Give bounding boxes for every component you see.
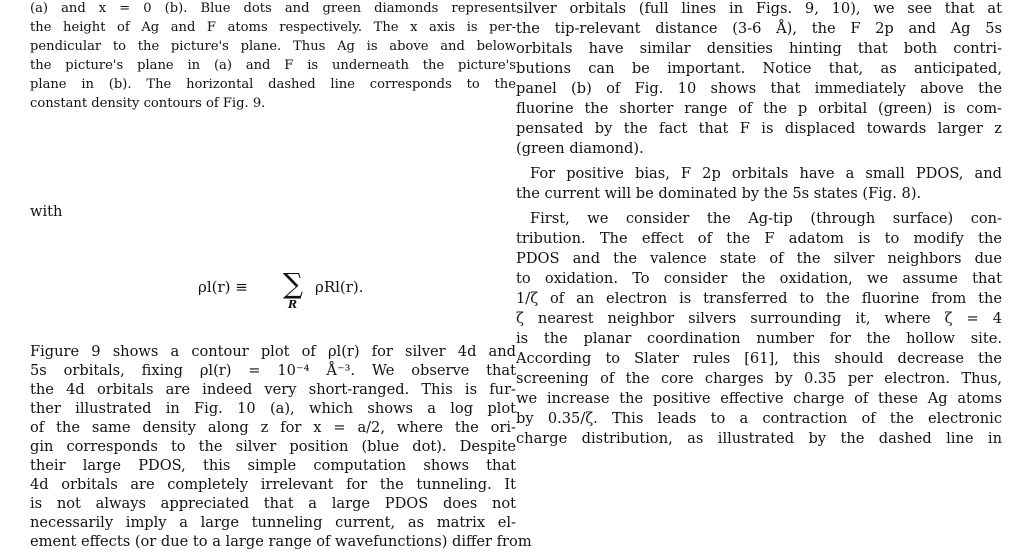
sum-symbol: ∑ (283, 267, 303, 300)
paragraph-line: First, we consider the Ag-tip (through surface) con- (530, 210, 1002, 227)
paragraph-line: is the planar coordination number for the hollow site. (516, 330, 1002, 347)
paragraph-line: 1/ζ of an electron is transferred to the fluorine from the (516, 290, 1002, 307)
caption-line: constant density contours of Fig. 9. (30, 96, 266, 111)
paragraph-line: the tip-relevant distance (3-6 Å), the F 2p and Ag 5s (516, 20, 1002, 37)
paragraph-line: gin corresponds to the silver position (blue dot). Despite (30, 438, 516, 455)
paragraph-line: fluorine the shorter range of the p orbital (green) is com- (516, 100, 1002, 117)
paragraph-line: is not always appreciated that a large PDOS does not (30, 495, 516, 512)
caption-line: plane in (b). The horizontal dashed line corresponds to the (30, 77, 516, 92)
paragraph-line: 4d orbitals are completely irrelevant for the tunneling. It (30, 476, 516, 493)
caption-line: the picture's plane in (a) and F is underneath the picture's (30, 58, 516, 73)
paragraph-line: by 0.35/ζ. This leads to a contraction of the electronic (516, 410, 1002, 427)
paragraph-line: pensated by the fact that F is displaced towards larger z (516, 120, 1002, 137)
paragraph-line: ement effects (or due to a large range of wavefunctions) differ from (30, 533, 532, 550)
caption-line: (a) and x = 0 (b). Blue dots and green diamonds represent (30, 1, 516, 16)
paragraph-line: their large PDOS, this simple computation shows that (30, 457, 516, 474)
equation-rhs: ρRl(r). (315, 278, 364, 296)
paragraph-line: ther illustrated in Fig. 10 (a), which shows a log plot (30, 400, 516, 417)
paragraph-line: to oxidation. To consider the oxidation, we assume that (516, 270, 1002, 287)
paragraph-line: According to Slater rules [61], this should decrease the (516, 350, 1002, 367)
sum-subscript: R (288, 298, 298, 311)
paragraph-line: panel (b) of Fig. 10 shows that immediately above the (516, 80, 1002, 97)
with-text: with (30, 203, 63, 220)
equation (30, 267, 516, 314)
paragraph-line: ζ nearest neighbor silvers surrounding it, where ζ = 4 (516, 310, 1002, 327)
paragraph-line: (green diamond). (516, 140, 644, 157)
paragraph-line: 5s orbitals, fixing ρl(r) = 10⁻⁴ Å⁻³. We observe that (30, 362, 516, 379)
paragraph-line: silver orbitals (full lines in Figs. 9, 10), we see that at (516, 0, 1002, 17)
paragraph-line: For positive bias, F 2p orbitals have a small PDOS, and (530, 165, 1002, 182)
paragraph-line: orbitals have similar densities hinting that both contri- (516, 40, 1002, 57)
paragraph-line: charge distribution, as illustrated by the dashed line in (516, 430, 1002, 447)
paragraph-line: PDOS and the valence state of the silver neighbors due (516, 250, 1002, 267)
equation-lhs: ρl(r) ≡ (198, 278, 248, 296)
paragraph-line: tribution. The effect of the F adatom is to modify the (516, 230, 1002, 247)
caption-line: the height of Ag and F atoms respectively. The x axis is per- (30, 20, 516, 35)
paragraph-line: Figure 9 shows a contour plot of ρl(r) for silver 4d and (30, 343, 516, 360)
paragraph-line: screening of the core charges by 0.35 per electron. Thus, (516, 370, 1002, 387)
paragraph-line: necessarily imply a large tunneling current, as matrix el- (30, 514, 516, 531)
paragraph-line: the 4d orbitals are indeed very short-ranged. This is fur- (30, 381, 516, 398)
paragraph-line: butions can be important. Notice that, as anticipated, (516, 60, 1002, 77)
caption-line: pendicular to the picture's plane. Thus Ag is above and below (30, 39, 516, 54)
paragraph-line: of the same density along z for x = a/2, where the ori- (30, 419, 516, 436)
paragraph-line: we increase the positive effective charge of these Ag atoms (516, 390, 1002, 407)
paragraph-line: the current will be dominated by the 5s states (Fig. 8). (516, 185, 922, 202)
